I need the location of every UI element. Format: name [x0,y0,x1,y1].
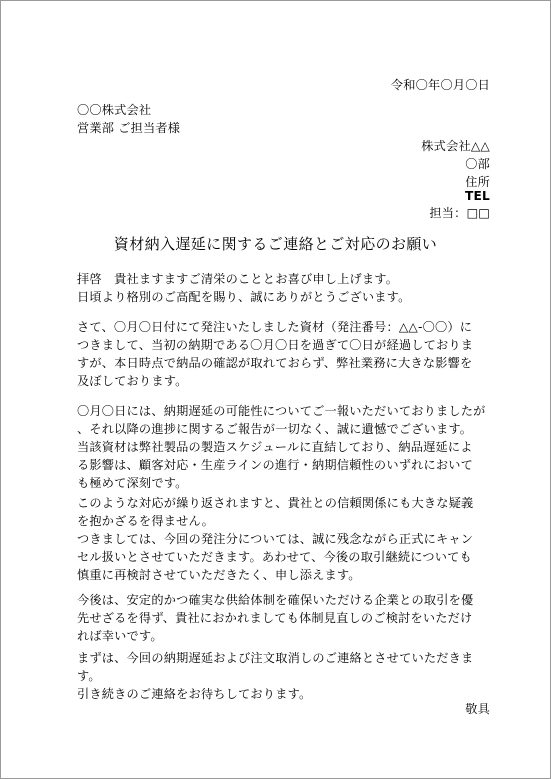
recipient-company: 〇〇株式会社 [77,103,152,117]
body-line: 当該資材は弊社製品の製造スケジュールに直結しており、納品遅延によ [77,440,473,454]
recipient-department: 営業部 ご担当者様 [77,121,181,135]
body-line: 慎重に再検討させていただきたく、申し添えます。 [77,568,361,582]
body-line: 引き続きのご連絡をお待ちしております。 [77,687,312,701]
body-line: すが、本日時点で納品の確認が取れておらず、弊社業務に大きな影響を [77,356,473,370]
body-line: す。 [77,669,101,683]
body-line: 、それ以降の進捗に関するご報告が一切なく、誠に遺憾でございます。 [77,422,473,436]
body-line: も極めて深刻です。 [77,476,188,490]
body-line: セル扱いとさせていただきます。あわせて、今後の取引継続についても [77,550,472,564]
sender-person: 担当：□□ [429,206,490,220]
body-line: つきまして、当初の納期である〇月〇日を過ぎて〇日が経過しておりま [77,338,474,352]
body-line: さて、〇月〇日付にて発注いたしました資材（発注番号：△△-〇〇）に [77,320,473,334]
letter-date: 令和〇年〇月〇日 [390,78,490,92]
body-line: つきましては、今回の発注分については、誠に残念ながら正式にキャン [77,532,474,546]
body-line: る影響は、顧客対応・生産ラインの進行・納期信頼性のいずれにおいて [77,458,474,472]
closing-remark: 敬具 [465,702,490,716]
body-line: 〇月〇日には、納期遅延の可能性についてご一報いただいておりましたが [77,404,486,418]
sender-address: 住所 [465,175,490,189]
body-line: 日頃より格別のご高配を賜り、誠にありがとうございます。 [77,290,411,304]
body-line: 及ぼしております。 [77,374,188,388]
letter-title: 資材納入遅延に関するご連絡とご対応のお願い [113,235,438,253]
sender-company: 株式会社△△ [421,139,490,153]
body-line: 先せざるを得ず、貴社におかれましても体制見直しのご検討をいただけ [77,611,473,625]
body-line: れば幸いです。 [77,629,163,643]
body-line: このような対応が繰り返されますと、貴社との信頼関係にも大きな疑義 [77,496,474,510]
body-line: を抱かざるを得ません。 [77,514,214,528]
body-line: 拝啓 貴社ますますご清栄のこととお喜び申し上げます。 [77,272,399,286]
sender-tel: TEL [464,189,490,203]
sender-department: 〇部 [465,157,490,171]
body-line: 今後は、安定的かつ確実な供給体制を確保いただける企業との取引を優 [77,593,474,607]
body-line: まずは、今回の納期遅延および注文取消しのご連絡とさせていただきま [77,651,474,665]
